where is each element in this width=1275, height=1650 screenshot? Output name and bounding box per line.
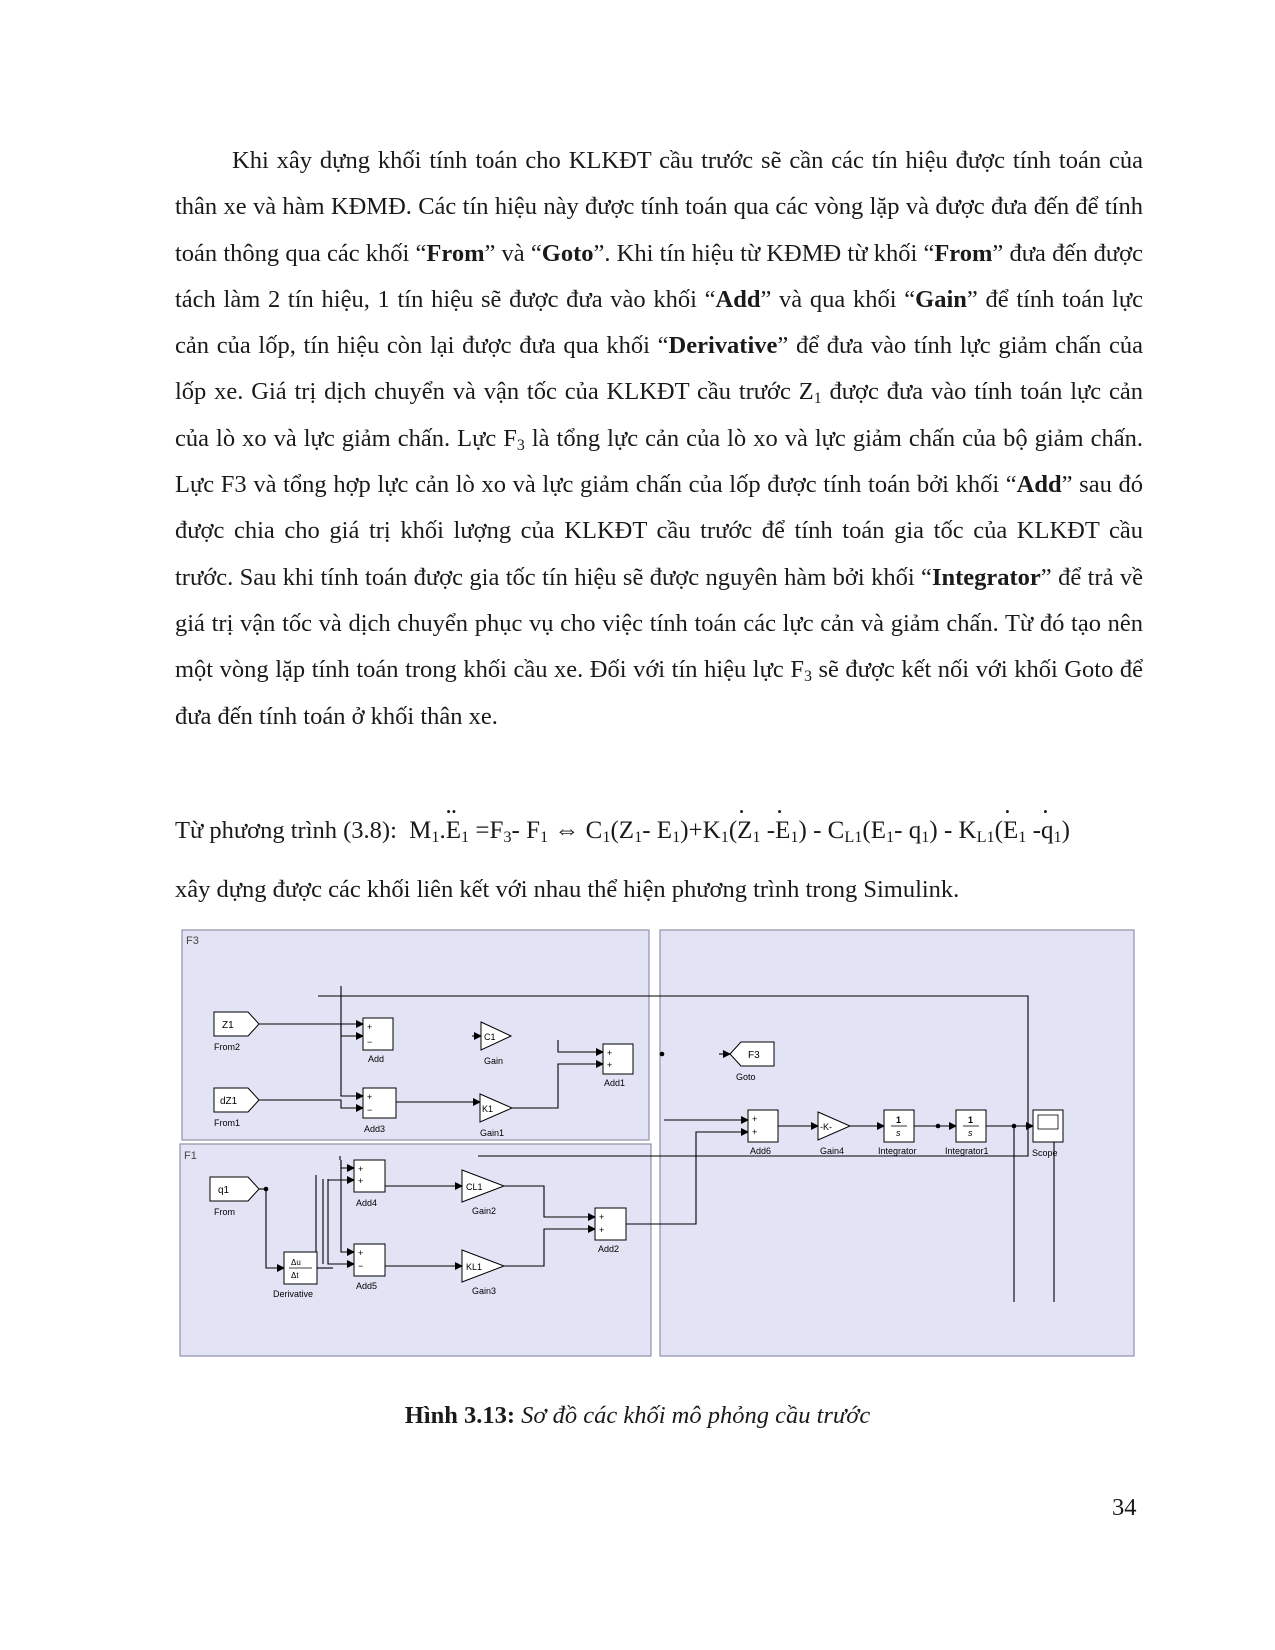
svg-text:Gain3: Gain3 [472,1286,497,1296]
svg-text:+: + [607,1060,613,1070]
page-number: 34 [1112,1494,1137,1521]
junction-dot [936,1124,941,1129]
panel-f1 [180,1144,651,1356]
panel-f1-label: F1 [184,1150,197,1162]
body-paragraph: Khi xây dựng khối tính toán cho KLKĐT cầu trước sẽ cần các tín hiệu được tính toán của thân xe và hàm KĐMĐ. Các tín hiệu này được tính toán qua các vòng lặp và được đưa đến để tính toán thông qua các khối “From” và “Goto”. Khi tín hiệu từ KĐMĐ từ khối “From” đưa đến được tách làm 2 tín hiệu, 1 tín hiệu sẽ được đưa vào khối “Add” và qua khối “Gain” để tính toán lực cản của lốp, tín hiệu còn lại được đưa qua khối “Derivative” để đưa vào tính lực giảm chấn của lốp xe. Giá trị dịch chuyển và vận tốc của KLKĐT cầu trước $Z_1$ được đưa vào tính toán lực cản của lò xo và lực giảm chấn. Lực $F_3$ là tổng lực cản của lò xo và lực giảm chấn của bộ giảm chấn. Lực F3 và tổng hợp lực cản lò xo và lực giảm chấn của lốp được tính toán bởi khối “Add” sau đó được chia cho giá trị khối lượng của KLKĐT cầu trước để tính toán gia tốc của KLKĐT cầu trước. Sau khi tính toán được gia tốc tín hiệu sẽ được nguyên hàm bởi khối “Integrator” để trả về giá trị vận tốc và dịch chuyển phục vụ cho việc tính toán các lực cản và giảm chấn. Từ đó tạo nên một vòng lặp tính toán trong khối cầu xe. Đối với tín hiệu lực $F_3$ sẽ được kết nối với khối Goto để đưa đến tính toán ở khối thân xe. [175,147,1144,730]
svg-text:+: + [752,1127,758,1137]
svg-text:+: + [358,1164,364,1174]
svg-text:Add: Add [368,1054,385,1064]
junction-dot [660,1052,665,1057]
svg-text:+: + [367,1022,373,1032]
svg-text:+: + [358,1176,364,1186]
panel-f3 [182,930,649,1140]
svg-text:Add5: Add5 [356,1281,378,1291]
panel-main [660,930,1134,1356]
svg-text:From2: From2 [214,1042,241,1052]
svg-text:Add2: Add2 [598,1244,620,1254]
svg-text:Scope: Scope [1032,1148,1058,1158]
equation: $M_1.••$ $E_1 =F_3-$ $F_1$ ⇔ $C_1(Z_1-$ $E_1)+K_1(•$ $Z_1$ -• $E_1) - C_{L1}(E_1-$ $q_1$) - $K_{L1}(•$ $E_1$ -• $q_1$) [409,817,1070,845]
svg-text:Gain2: Gain2 [472,1206,497,1216]
svg-text:Add3: Add3 [364,1124,386,1134]
panel-f3-label: F3 [186,935,199,947]
svg-text:F3: F3 [748,1050,760,1061]
svg-text:-K-: -K- [820,1122,832,1132]
junction-dot [264,1187,269,1192]
svg-text:1: 1 [968,1115,974,1125]
svg-text:−: − [367,1105,373,1115]
svg-text:s: s [968,1128,973,1138]
svg-text:C1: C1 [484,1032,496,1042]
svg-text:Add6: Add6 [750,1146,772,1156]
svg-text:Δu: Δu [291,1258,301,1267]
svg-text:Add4: Add4 [356,1198,378,1208]
svg-text:q1: q1 [218,1185,230,1196]
svg-text:+: + [358,1248,364,1258]
simulink-diagram [178,924,1138,1360]
svg-text:From1: From1 [214,1118,241,1128]
svg-text:−: − [367,1037,373,1047]
svg-text:Integrator1: Integrator1 [945,1146,989,1156]
svg-text:Gain1: Gain1 [480,1128,505,1138]
svg-text:Δt: Δt [291,1271,299,1280]
junction-dot [1012,1124,1017,1129]
svg-text:Gain4: Gain4 [820,1146,845,1156]
svg-text:1: 1 [896,1115,902,1125]
svg-text:+: + [599,1212,605,1222]
integrator-block [878,1110,917,1156]
figure-caption: Hình 3.13: Sơ đồ các khối mô phỏng cầu trước [404,1402,871,1429]
svg-text:KL1: KL1 [466,1262,483,1272]
equation-tail: xây dựng được các khối liên kết với nhau thể hiện phương trình trong Simulink. [175,876,960,903]
svg-text:Z1: Z1 [222,1020,234,1031]
svg-text:Integrator: Integrator [878,1146,917,1156]
svg-text:−: − [358,1261,364,1271]
svg-text:+: + [752,1114,758,1124]
svg-text:+: + [599,1225,605,1235]
svg-text:Goto: Goto [736,1072,756,1082]
svg-text:Add1: Add1 [604,1078,626,1088]
junction-dot [1026,1124,1031,1129]
equation-line: Từ phương trình (3.8): $M_1.••$ $E_1 =F_3-$ $F_1$ ⇔ $C_1(Z_1-$ $E_1)+K_1(•$ $Z_1$ -• $E_1) - C_{L1}(E_1-$ $q_1$) - $K_{L1}(•$ $E_1$ -• $q_1$) [175,817,1175,845]
svg-text:+: + [607,1048,613,1058]
svg-text:From: From [214,1207,235,1217]
svg-text:Gain: Gain [484,1056,504,1066]
svg-text:s: s [896,1128,901,1138]
svg-text:K1: K1 [482,1104,494,1114]
svg-text:+: + [367,1092,373,1102]
svg-text:CL1: CL1 [466,1182,483,1192]
svg-text:dZ1: dZ1 [220,1096,238,1107]
svg-text:Derivative: Derivative [273,1289,314,1299]
